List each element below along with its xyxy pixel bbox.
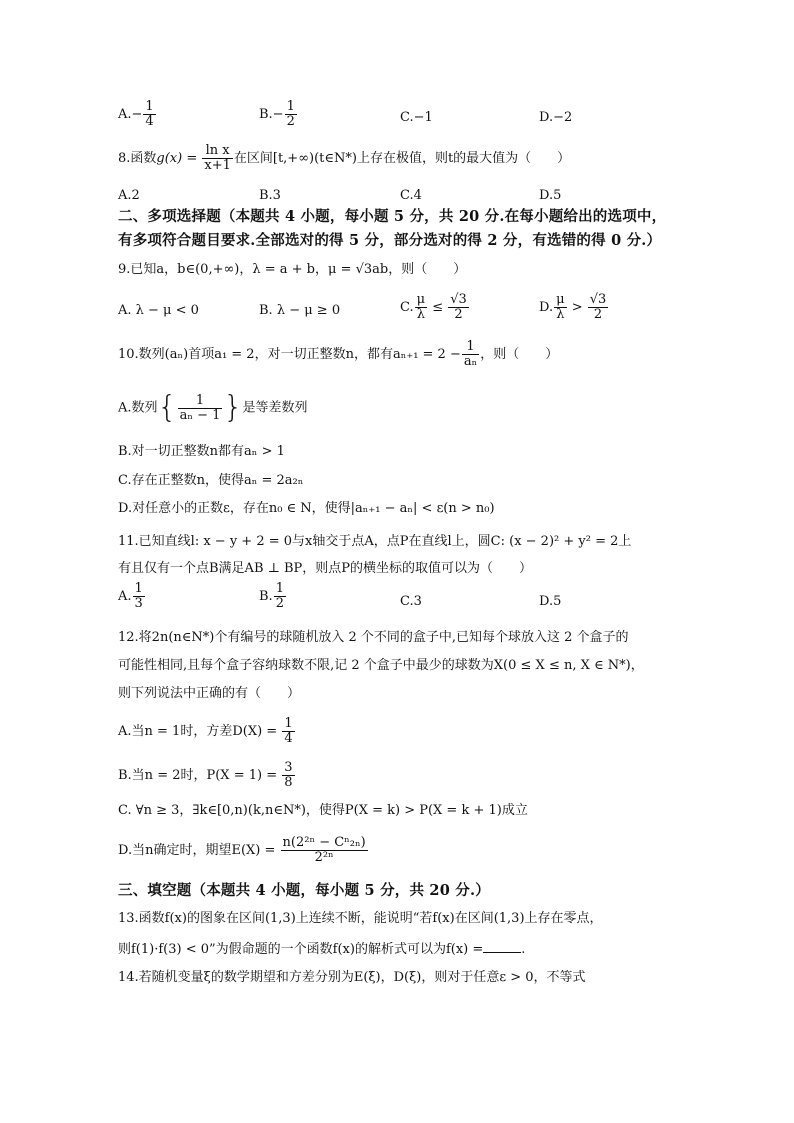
fraction: $\frac{\text{n(2²ⁿ − Cⁿ₂ₙ)}}{\text{2²ⁿ}}$ [282,835,366,865]
fraction: $\frac{1}{3}$ [134,581,143,611]
fraction: $\frac{√3}{2}$ [589,292,607,322]
q8-option-c: C.4 [400,188,422,203]
q8-option-d: D.5 [539,188,562,203]
q11-option-b: B. $\frac{1}{2}$ [259,581,284,611]
q10-option-b: B.对一切正整数n都有aₙ > 1 [118,444,285,459]
q11-option-d: D.5 [539,594,562,609]
q9-option-d: D. $\frac{\mu}{\lambda}$ > $\frac{√3}{2}$ [539,292,607,322]
q12-stem-line3: 则下列说法中正确的有（ ） [118,686,301,701]
q14-stem-line1: 14.若随机变量ξ的数学期望和方差分别为E(ξ)，D(ξ)，则对于任意ε > 0，不等式 [118,970,586,985]
q11-stem-line2: 有且仅有一个点B满足AB ⊥ BP，则点P的横坐标的取值可以为（ ） [118,561,533,576]
q12-option-a: A.当n = 1时，方差D(X) = $\frac{1}{4}$ [118,716,293,746]
fraction: $\frac{3}{8}$ [284,760,293,790]
q10-stem: 10.数列(aₙ)首项a₁ = 2，对一切正整数n，都有aₙ₊₁ = 2 − $\frac{1}{\text{aₙ}}$ ，则（ ） [118,339,559,369]
left-brace: { [157,390,177,425]
fraction: $\frac{\text{ln x}}{x+1}$ [204,143,231,173]
fraction: $\frac{1}{2}$ [275,581,284,611]
q12-option-d: D.当n确定时，期望E(X) = $\frac{\text{n(2²ⁿ − Cⁿ₂ₙ)}}{\text{2²ⁿ}}$ [118,835,366,865]
fraction: $\frac{\mu}{\lambda}$ [416,292,426,322]
q8-stem: 8.函数g(x) = $\frac{\text{ln x}}{x+1}$ 在区间[t,+∞)(t∈N*)上存在极值，则t的最大值为（ ） [118,143,571,173]
answer-blank[interactable] [483,940,521,953]
section-3-heading: 三、填空题（本题共 4 小题，每小题 5 分，共 20 分.） [118,882,490,899]
q12-stem-line2: 可能性相同,且每个盒子容纳球数不限,记 2 个盒子中最少的球数为X(0 ≤ X ≤ n, X ∈ N*)， [118,658,644,673]
fraction: $\frac{1}{\text{aₙ}}$ [463,339,478,369]
q7-options [118,100,678,140]
q8-option-a: A.2 [118,188,140,203]
q8-option-b: B.3 [259,188,281,203]
q10-option-c: C.存在正整数n，使得aₙ = 2a₂ₙ [118,473,304,488]
q9-option-b: B. λ − μ ≥ 0 [259,303,341,318]
q11-option-a: A. $\frac{1}{3}$ [118,581,143,611]
q11-option-c: C.3 [400,594,422,609]
q7-option-d: D.−2 [539,110,573,125]
q9-stem: 9.已知a，b∈(0,+∞)，λ = a + b，μ = √3ab，则（ ） [118,262,467,277]
right-brace: } [223,390,243,425]
section-2-heading-line2: 有多项符合题目要求.全部选对的得 5 分，部分选对的得 2 分，有选错的得 0 分.） [118,232,662,249]
q12-option-c: C. ∀n ≥ 3，∃k∈[0,n)(k,n∈N*)，使得P(X = k) > P(X = k + 1)成立 [118,803,528,818]
q12-stem-line1: 12.将2n(n∈N*)个有编号的球随机放入 2 个不同的盒子中,已知每个球放入这 2 个盒子的 [118,630,629,645]
q9-option-c: C. $\frac{\mu}{\lambda}$ ≤ $\frac{√3}{2}$ [400,292,467,322]
fraction: $\frac{1}{2}$ [286,99,295,129]
q13-stem-line2: 则f(1)·f(3) < 0”为假命题的一个函数f(x)的解析式可以为f(x) = . [118,942,526,957]
q9-options [118,293,678,333]
q11-options [118,582,678,622]
q7-option-c: C.−1 [400,110,433,125]
section-2-heading-line1: 二、多项选择题（本题共 4 小题，每小题 5 分，共 20 分.在每小题给出的选项中， [118,208,667,225]
q10-option-a: A.数列{ $\frac{1}{\text{aₙ − 1}}$ }是等差数列 [118,390,308,425]
q13-stem-line1: 13.函数f(x)的图象在区间(1,3)上连续不断，能说明“若f(x)在区间(1,3)上存在零点， [118,911,603,926]
q11-stem-line1: 11.已知直线l: x − y + 2 = 0与x轴交于点A，点P在直线l上，圆C: (x − 2)² + y² = 2上 [118,534,632,549]
q12-option-b: B.当n = 2时，P(X = 1) = $\frac{3}{8}$ [118,760,293,790]
fraction: $\frac{√3}{2}$ [450,292,467,322]
q10-option-d: D.对任意小的正数ε，存在n₀ ∈ N，使得|aₙ₊₁ − aₙ| < ε(n > n₀) [118,501,495,516]
q7-option-a: A.− $\frac{1}{4}$ [118,99,154,129]
q9-option-a: A. λ − μ < 0 [118,303,199,318]
fraction: $\frac{1}{\text{aₙ − 1}}$ [179,392,221,423]
fraction: $\frac{1}{4}$ [284,716,293,746]
fraction: $\frac{1}{4}$ [145,99,154,129]
q7-option-b: B.− $\frac{1}{2}$ [259,99,295,129]
fraction: $\frac{\mu}{\lambda}$ [556,292,565,322]
